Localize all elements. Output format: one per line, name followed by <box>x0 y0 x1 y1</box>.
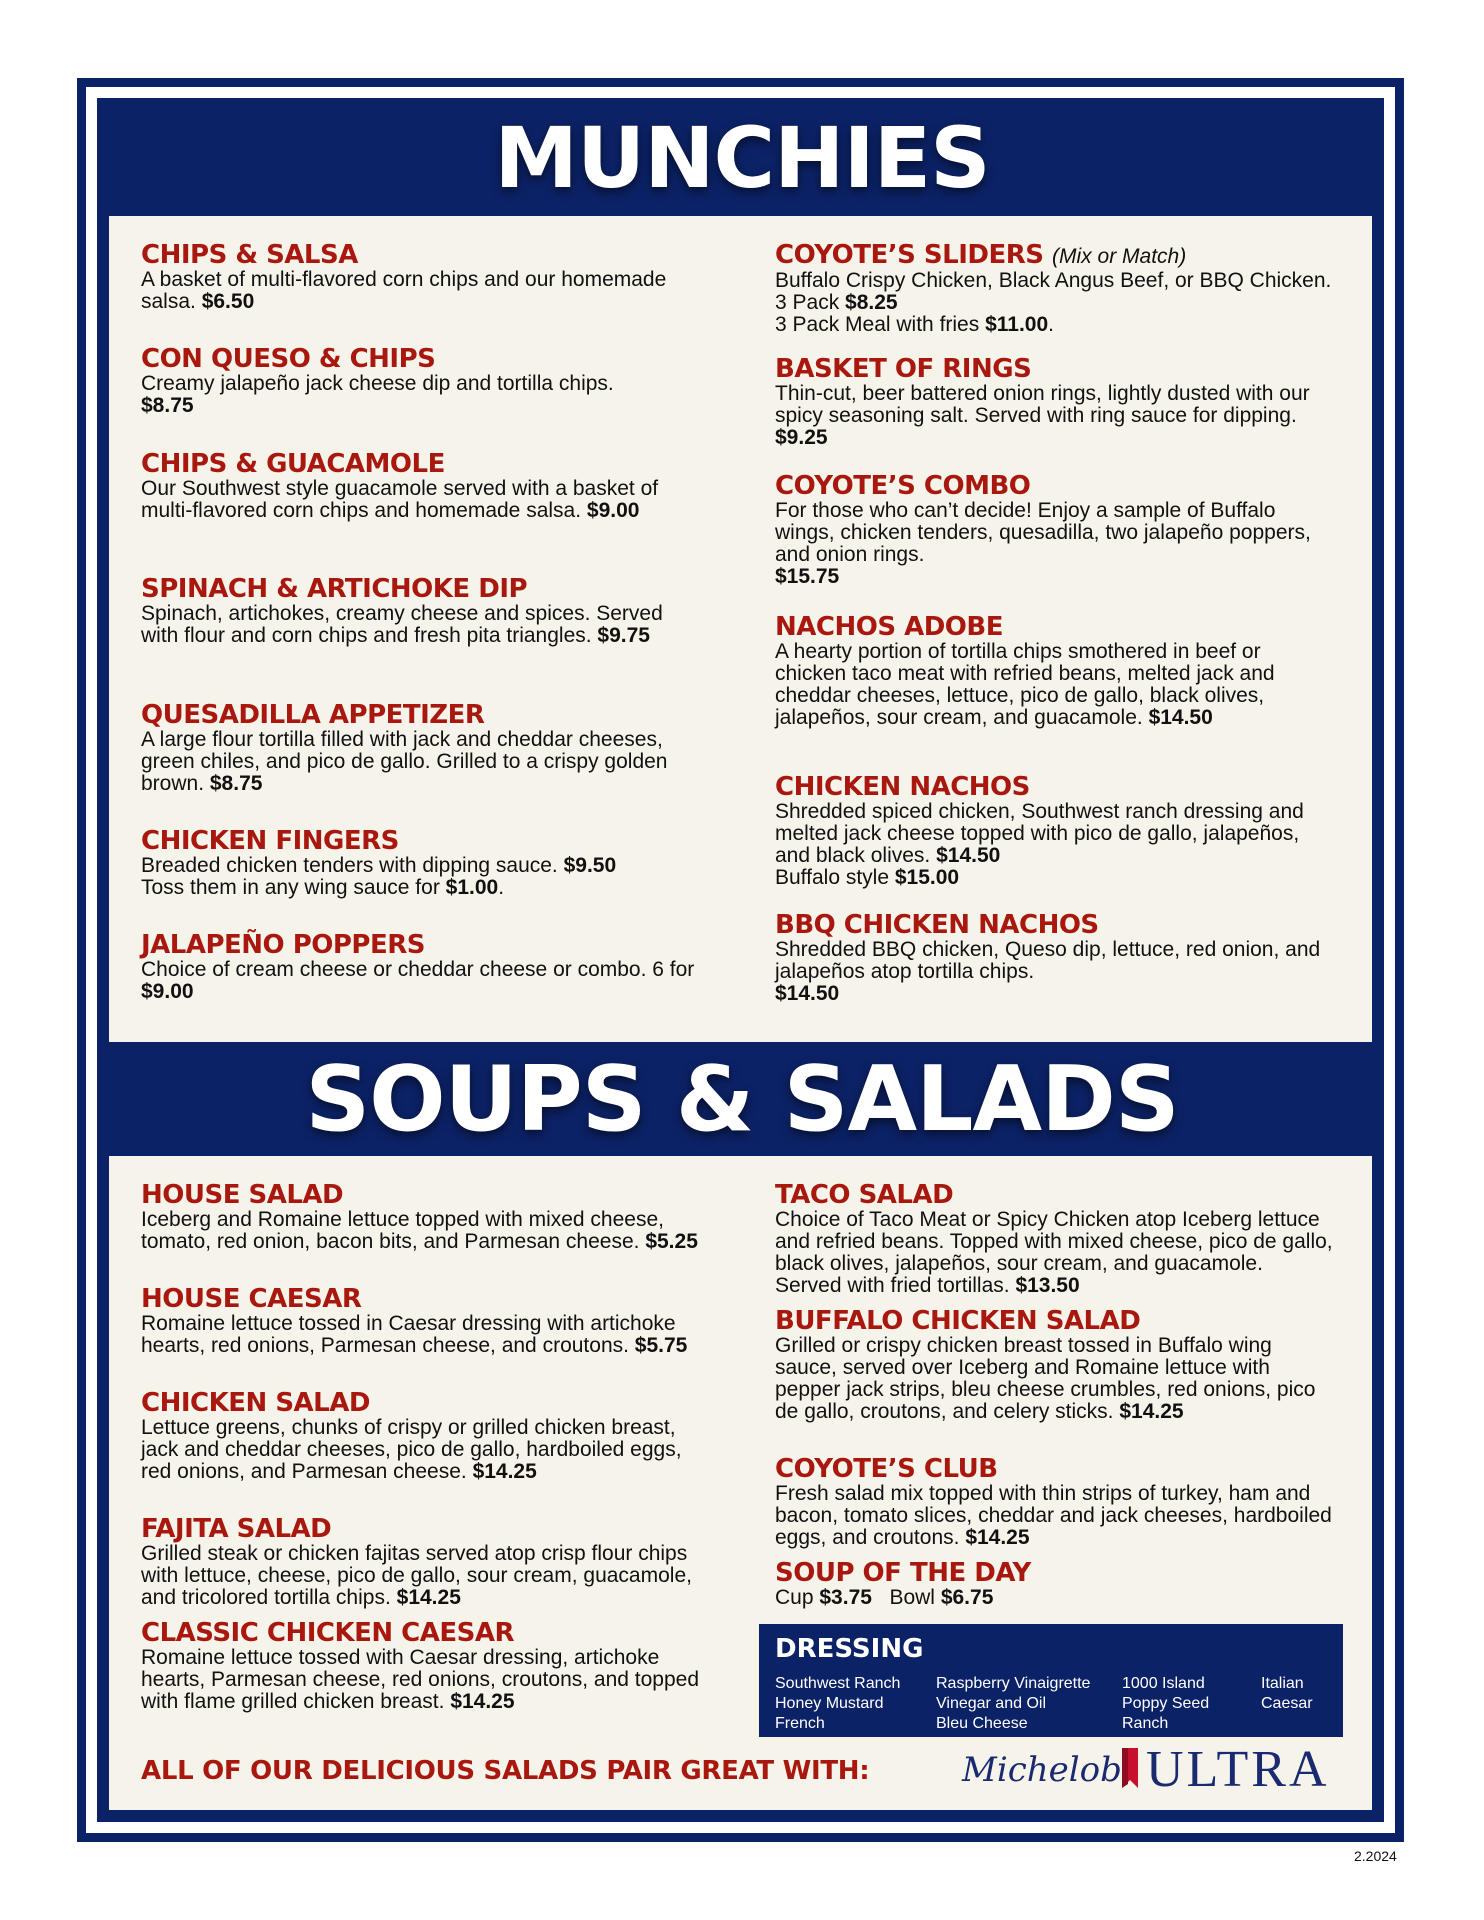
menu-item <box>775 473 1335 588</box>
dressing-option: Ranch <box>1122 1715 1169 1732</box>
item-price: $15.75 <box>775 565 840 588</box>
item-price: $5.75 <box>634 1334 688 1357</box>
item-price: $14.25 <box>396 1586 461 1609</box>
item-name: JALAPEÑO POPPERS <box>141 930 425 960</box>
item-description: Choice of cream cheese or cheddar cheese or combo. 6 for $9.00 <box>141 958 695 1003</box>
dressing-option: Southwest Ranch <box>775 1675 901 1692</box>
item-description: Shredded spiced chicken, Southwest ranch dressing and melted jack cheese topped with pico de gallo, jalapeños, and black olives. $14.50 Buffalo style $15.00 <box>775 800 1304 889</box>
dressing-box <box>759 1624 1343 1737</box>
item-price: $14.50 <box>775 982 840 1005</box>
item-description: Romaine lettuce tossed in Caesar dressing with artichoke hearts, red onions, Parmesan cheese, and croutons. $5.75 <box>141 1312 688 1357</box>
item-description: Romaine lettuce tossed with Caesar dressing, artichoke hearts, Parmesan cheese, red onions, croutons, and topped with flame grilled chicken breast. $14.25 <box>141 1646 700 1713</box>
item-name: FAJITA SALAD <box>141 1514 332 1544</box>
menu-item <box>775 912 1335 1005</box>
item-name: TACO SALAD <box>775 1180 954 1210</box>
item-description: A hearty portion of tortilla chips smothered in beef or chicken taco meat with refried beans, melted jack and cheddar cheeses, lettuce, pico de gallo, black olives, jalapeños, sour cream, and guacamole. $14.50 <box>775 640 1275 729</box>
item-price: $14.25 <box>450 1690 515 1713</box>
item-description: Breaded chicken tenders with dipping sauce. $9.50 Toss them in any wing sauce for $1.00. <box>141 854 617 899</box>
dressing-option: Vinegar and Oil <box>936 1695 1046 1712</box>
item-name: BUFFALO CHICKEN SALAD <box>775 1306 1141 1336</box>
item-name: CHIPS & GUACAMOLE <box>141 449 445 479</box>
item-price: $14.50 <box>936 844 1001 867</box>
item-price: $8.75 <box>209 772 263 795</box>
ribbon-icon <box>1120 1748 1140 1788</box>
menu-item <box>141 451 701 522</box>
item-description: Creamy jalapeño jack cheese dip and tortilla chips. $8.75 <box>141 372 614 417</box>
item-price: $5.25 <box>645 1230 698 1253</box>
item-description: Choice of Taco Meat or Spicy Chicken atop Iceberg lettuce and refried beans. Topped with mixed cheese, pico de gallo, black olives, jalapeños, sour cream, and guacamole. Served with fried tortillas. $13.50 <box>775 1208 1333 1297</box>
item-price: $6.50 <box>201 290 255 313</box>
item-name: COYOTE’S CLUB <box>775 1454 998 1484</box>
dressing-column <box>936 1674 1090 1734</box>
item-description: A basket of multi-flavored corn chips and our homemade salsa. $6.50 <box>141 268 667 313</box>
item-description: Fresh salad mix topped with thin strips of turkey, ham and bacon, tomato slices, cheddar and jack cheeses, hardboiled eggs, and croutons. $14.25 <box>775 1482 1332 1549</box>
dressing-column <box>1122 1674 1209 1734</box>
item-price: $9.00 <box>586 499 640 522</box>
item-price: $9.25 <box>775 426 828 449</box>
item-name: SOUP OF THE DAY <box>775 1558 1031 1588</box>
item-price: $6.75 <box>940 1586 994 1609</box>
item-price: $14.25 <box>472 1460 537 1483</box>
item-price: $9.50 <box>563 854 617 877</box>
version-label: 2.2024 <box>1354 1848 1397 1864</box>
item-price: $8.75 <box>141 394 194 417</box>
dressing-column <box>1261 1674 1313 1714</box>
pairing-text: ALL OF OUR DELICIOUS SALADS PAIR GREAT WITH: <box>141 1756 870 1786</box>
menu-item <box>141 1182 701 1253</box>
dressing-option: Poppy Seed <box>1122 1695 1210 1712</box>
item-name: COYOTE’S SLIDERS (Mix or Match) <box>775 240 1187 270</box>
menu-item <box>141 1286 701 1357</box>
item-description: A large flour tortilla filled with jack and cheddar cheeses, green chiles, and pico de gallo. Grilled to a crispy golden brown. $8.75 <box>141 728 668 795</box>
item-description: For those who can’t decide! Enjoy a sample of Buffalo wings, chicken tenders, quesadilla, two jalapeño poppers, and onion rings. $15.75 <box>775 499 1311 588</box>
item-price: $11.00 <box>985 313 1049 336</box>
menu-item <box>141 1620 701 1713</box>
item-price: $14.25 <box>1119 1400 1184 1423</box>
item-description: Grilled steak or chicken fajitas served atop crisp flour chips with lettuce, cheese, pico de gallo, sour cream, guacamole, and tricolored tortilla chips. $14.25 <box>141 1542 692 1609</box>
item-price: $1.00 <box>445 876 499 899</box>
dressing-option: Bleu Cheese <box>936 1715 1028 1732</box>
item-name: CHIPS & SALSA <box>141 240 358 270</box>
item-description: Iceberg and Romaine lettuce topped with mixed cheese, tomato, red onion, bacon bits, and Parmesan cheese. $5.25 <box>141 1208 698 1253</box>
menu-item <box>775 1308 1335 1423</box>
item-description: Cup $3.75 Bowl $6.75 <box>775 1586 994 1609</box>
dressing-title: DRESSING <box>775 1634 924 1664</box>
item-name: HOUSE SALAD <box>141 1180 344 1210</box>
item-price: $13.50 <box>1015 1274 1080 1297</box>
item-name: SPINACH & ARTICHOKE DIP <box>141 574 528 604</box>
menu-item <box>775 356 1335 449</box>
menu-item <box>775 614 1335 729</box>
item-name: HOUSE CAESAR <box>141 1284 362 1314</box>
item-description: Lettuce greens, chunks of crispy or grilled chicken breast, jack and cheddar cheeses, pico de gallo, hardboiled eggs, red onions, and Parmesan cheese. $14.25 <box>141 1416 682 1483</box>
menu-item <box>141 702 701 795</box>
item-price: $9.75 <box>597 624 650 647</box>
menu-item <box>141 932 701 1003</box>
dressing-option: Honey Mustard <box>775 1695 884 1712</box>
item-description: Shredded BBQ chicken, Queso dip, lettuce, red onion, and jalapeños atop tortilla chips. $14.50 <box>775 938 1321 1005</box>
dressing-option: 1000 Island <box>1122 1675 1205 1692</box>
dressing-option: French <box>775 1715 825 1732</box>
item-name: BBQ CHICKEN NACHOS <box>775 910 1099 940</box>
item-description: Thin-cut, beer battered onion rings, lightly dusted with our spicy seasoning salt. Served with ring sauce for dipping. $9.25 <box>775 382 1310 449</box>
soups-salads-heading: SOUPS & SALADS <box>305 1047 1179 1152</box>
menu-item <box>141 1516 701 1609</box>
michelob-logo-script: Michelob <box>962 1750 1122 1790</box>
item-description: Grilled or crispy chicken breast tossed in Buffalo wing sauce, served over Iceberg and Romaine lettuce with pepper jack strips, bleu cheese crumbles, red onions, pico de gallo, croutons, and celery sticks. $14.25 <box>775 1334 1316 1423</box>
item-price: $9.00 <box>141 980 194 1003</box>
item-price: $14.50 <box>1148 706 1213 729</box>
menu-item <box>775 1182 1335 1297</box>
item-description: Our Southwest style guacamole served with a basket of multi-flavored corn chips and homemade salsa. $9.00 <box>141 477 659 522</box>
item-name: CHICKEN NACHOS <box>775 772 1030 802</box>
dressing-option: Italian <box>1261 1675 1304 1692</box>
menu-item <box>775 1456 1335 1549</box>
munchies-heading: MUNCHIES <box>494 109 990 207</box>
item-name: CON QUESO & CHIPS <box>141 344 436 374</box>
item-price: $15.00 <box>894 866 960 889</box>
menu-item <box>775 774 1335 889</box>
menu-item <box>141 828 701 899</box>
menu-item <box>775 1560 1335 1609</box>
item-note: (Mix or Match) <box>1052 245 1187 268</box>
ultra-logo-wordmark: ULTRA <box>1146 1741 1330 1798</box>
item-description: Buffalo Crispy Chicken, Black Angus Beef, or BBQ Chicken. 3 Pack $8.25 3 Pack Meal with fries $11.00. <box>775 269 1332 336</box>
menu-item <box>775 242 1335 336</box>
dressing-option: Raspberry Vinaigrette <box>936 1675 1091 1692</box>
item-price: $8.25 <box>845 291 898 314</box>
item-name: NACHOS ADOBE <box>775 612 1003 642</box>
item-description: Spinach, artichokes, creamy cheese and spices. Served with flour and corn chips and fresh pita triangles. $9.75 <box>141 602 663 647</box>
dressing-column <box>775 1674 900 1734</box>
menu-item <box>141 576 701 647</box>
item-name: COYOTE’S COMBO <box>775 471 1031 501</box>
menu-item <box>141 346 701 417</box>
item-name: CLASSIC CHICKEN CAESAR <box>141 1618 515 1648</box>
item-price: $14.25 <box>965 1526 1030 1549</box>
item-name: BASKET OF RINGS <box>775 354 1032 384</box>
menu-item <box>141 242 701 313</box>
item-name: CHICKEN SALAD <box>141 1388 370 1418</box>
dressing-option: Caesar <box>1261 1695 1313 1712</box>
item-name: CHICKEN FINGERS <box>141 826 399 856</box>
menu-item <box>141 1390 701 1483</box>
item-price: $3.75 <box>819 1586 872 1609</box>
item-name: QUESADILLA APPETIZER <box>141 700 485 730</box>
